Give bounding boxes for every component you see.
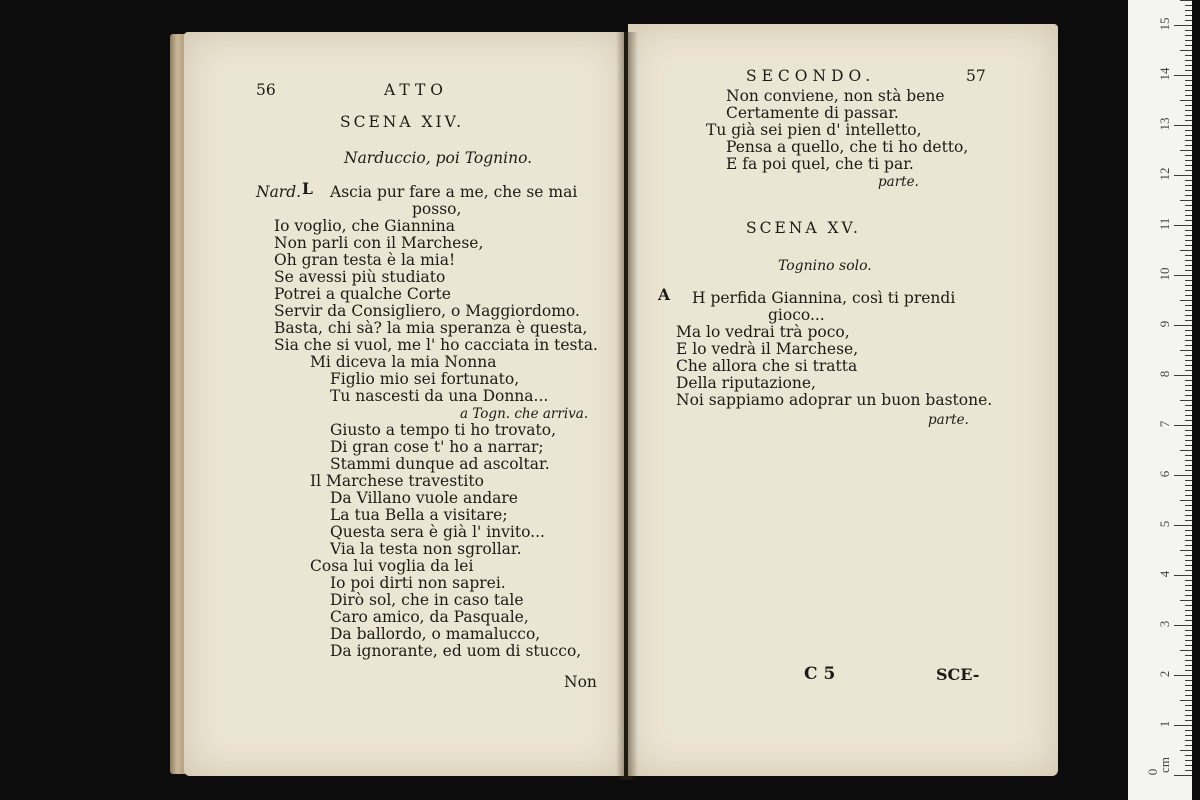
ruler-tick (1185, 210, 1192, 211)
stage-direction-exit: parte. (928, 412, 969, 428)
ruler-tick (1185, 405, 1192, 406)
ruler-tick (1185, 360, 1192, 361)
ruler-number: 9 (1157, 320, 1172, 328)
ruler-tick (1185, 460, 1192, 461)
ruler-tick (1185, 590, 1192, 591)
ruler-tick (1174, 425, 1192, 426)
ruler-tick (1185, 555, 1192, 556)
ruler-tick (1185, 745, 1192, 746)
ruler-tick (1185, 185, 1192, 186)
ruler-tick (1185, 255, 1192, 256)
ruler-tick (1185, 640, 1192, 641)
ruler-tick (1185, 645, 1192, 646)
ruler-tick (1185, 705, 1192, 706)
ruler-tick (1185, 770, 1192, 771)
ruler-tick (1185, 495, 1192, 496)
verse-line: E lo vedrà il Marchese, (676, 340, 859, 358)
verse-line: Questa sera è già l' invito... (330, 523, 545, 541)
verse-line: Non conviene, non stà bene (726, 87, 945, 105)
verse-line: Oh gran testa è la mia! (274, 251, 456, 269)
verse-line: Noi sappiamo adoprar un buon bastone. (676, 391, 993, 409)
ruler-tick (1180, 400, 1192, 401)
ruler-tick (1185, 15, 1192, 16)
ruler-tick (1174, 775, 1192, 776)
ruler-tick (1185, 135, 1192, 136)
verse-line: gioco... (768, 306, 825, 324)
ruler-number: 15 (1157, 17, 1172, 31)
ruler-tick (1185, 455, 1192, 456)
ruler-number: 7 (1157, 420, 1172, 428)
ruler-tick (1185, 755, 1192, 756)
catchword-right: SCE- (936, 665, 980, 684)
ruler-tick (1185, 310, 1192, 311)
ruler-tick (1185, 145, 1192, 146)
ruler-number: 0 (1145, 768, 1160, 776)
ruler-tick (1185, 340, 1192, 341)
ruler-tick (1185, 60, 1192, 61)
ruler-number: 5 (1157, 520, 1172, 528)
ruler-tick (1185, 435, 1192, 436)
ruler-tick (1174, 125, 1192, 126)
ruler-tick (1185, 35, 1192, 36)
ruler-tick (1185, 165, 1192, 166)
verse-line: H perfida Giannina, così ti prendi (692, 289, 956, 307)
ruler-tick (1185, 515, 1192, 516)
ruler-tick (1185, 290, 1192, 291)
ruler-tick (1185, 615, 1192, 616)
ruler-tick (1185, 695, 1192, 696)
verse-line: Via la testa non sgrollar. (330, 540, 522, 558)
ruler-tick (1185, 70, 1192, 71)
ruler-tick (1185, 110, 1192, 111)
ruler-tick (1185, 160, 1192, 161)
ruler-tick (1180, 200, 1192, 201)
ruler-tick (1185, 440, 1192, 441)
verse-line: Della riputazione, (676, 374, 816, 392)
ruler-tick (1185, 605, 1192, 606)
verse-line: Da ballordo, o mamalucco, (330, 625, 541, 643)
ruler-tick (1185, 490, 1192, 491)
ruler-tick (1185, 270, 1192, 271)
character-list-left: Narduccio, poi Tognino. (344, 149, 533, 167)
verse-line: Dirò sol, che in caso tale (330, 591, 524, 609)
ruler-tick (1185, 280, 1192, 281)
ruler-tick (1185, 305, 1192, 306)
verse-line: Mi diceva la mia Nonna (310, 353, 497, 371)
ruler-tick (1185, 380, 1192, 381)
ruler-tick (1185, 530, 1192, 531)
ruler-tick (1180, 600, 1192, 601)
ruler-number: 8 (1157, 370, 1172, 378)
ruler-number: 4 (1157, 570, 1172, 578)
verse-line: Giusto a tempo ti ho trovato, (330, 421, 557, 439)
ruler-tick (1185, 90, 1192, 91)
verse-line: E fa poi quel, che ti par. (726, 155, 914, 173)
ruler-tick (1174, 575, 1192, 576)
character-list-right: Tognino solo. (778, 258, 872, 274)
ruler-tick (1174, 475, 1192, 476)
ruler-tick (1185, 465, 1192, 466)
ruler-tick (1185, 760, 1192, 761)
ruler-tick (1185, 80, 1192, 81)
ruler-tick (1185, 115, 1192, 116)
verse-line: Di gran cose t' ho a narrar; (330, 438, 544, 456)
ruler-tick (1174, 275, 1192, 276)
ruler-tick (1185, 335, 1192, 336)
ruler-tick (1174, 725, 1192, 726)
verse-line: Da ignorante, ed uom di stucco, (330, 642, 582, 660)
ruler-tick (1185, 385, 1192, 386)
verse-line: Ascia pur fare a me, che se mai (330, 183, 578, 201)
ruler-tick (1180, 650, 1192, 651)
ruler-tick (1185, 395, 1192, 396)
ruler-tick (1185, 565, 1192, 566)
ruler-tick (1185, 345, 1192, 346)
ruler-tick (1185, 635, 1192, 636)
ruler-tick (1185, 665, 1192, 666)
ruler-tick (1174, 325, 1192, 326)
verse-line: Tu già sei pien d' intelletto, (706, 121, 922, 139)
ruler-tick (1185, 265, 1192, 266)
ruler-tick (1185, 365, 1192, 366)
ruler-tick (1185, 585, 1192, 586)
ruler-tick (1185, 445, 1192, 446)
ruler-tick (1185, 370, 1192, 371)
ruler-tick (1185, 355, 1192, 356)
ruler-tick (1185, 710, 1192, 711)
ruler-tick (1185, 240, 1192, 241)
ruler-tick (1185, 330, 1192, 331)
verse-line: Da Villano vuole andare (330, 489, 518, 507)
ruler-tick (1185, 40, 1192, 41)
ruler-tick (1185, 765, 1192, 766)
ruler-tick (1185, 10, 1192, 11)
ruler-tick (1185, 520, 1192, 521)
ruler-tick (1174, 75, 1192, 76)
ruler-tick (1185, 560, 1192, 561)
ruler-tick (1185, 230, 1192, 231)
book-gutter (616, 32, 638, 780)
ruler-tick (1185, 105, 1192, 106)
ruler-tick (1174, 225, 1192, 226)
ruler-tick (1185, 20, 1192, 21)
ruler-tick (1180, 300, 1192, 301)
ruler-tick (1185, 285, 1192, 286)
ruler-tick (1185, 415, 1192, 416)
drop-cap-right: A (658, 285, 671, 304)
ruler-tick (1185, 720, 1192, 721)
ruler-number: 2 (1157, 670, 1172, 678)
ruler-tick (1185, 540, 1192, 541)
ruler-tick (1185, 140, 1192, 141)
ruler-tick (1185, 390, 1192, 391)
ruler-tick (1185, 510, 1192, 511)
verse-line: La tua Bella a visitare; (330, 506, 508, 524)
page-number-right: 57 (966, 67, 986, 85)
ruler-unit-label: cm (1157, 757, 1172, 773)
ruler-tick (1180, 50, 1192, 51)
ruler-tick (1185, 155, 1192, 156)
catchword-left: Non (564, 673, 597, 691)
ruler-number: 12 (1157, 167, 1172, 181)
verse-line: Il Marchese travestito (310, 472, 484, 490)
ruler-tick (1185, 180, 1192, 181)
ruler-tick (1185, 690, 1192, 691)
ruler-tick (1185, 570, 1192, 571)
ruler-tick (1185, 65, 1192, 66)
ruler-tick (1185, 685, 1192, 686)
ruler-tick (1185, 45, 1192, 46)
running-head-left: ATTO (384, 81, 449, 99)
ruler-tick (1180, 250, 1192, 251)
ruler-tick (1185, 95, 1192, 96)
ruler-tick (1185, 320, 1192, 321)
ruler-number: 1 (1157, 720, 1172, 728)
ruler-tick (1185, 660, 1192, 661)
verse-line: Pensa a quello, che ti ho detto, (726, 138, 969, 156)
ruler-tick (1180, 0, 1192, 1)
right-page (628, 24, 1058, 776)
ruler-tick (1185, 295, 1192, 296)
verse-line: posso, (412, 200, 462, 218)
stage-direction-exit: parte. (878, 174, 919, 190)
ruler-tick (1180, 100, 1192, 101)
ruler-tick (1185, 545, 1192, 546)
verse-line: Ma lo vedrai trà poco, (676, 323, 850, 341)
verse-line: Servir da Consigliero, o Maggiordomo. (274, 302, 580, 320)
ruler-tick (1185, 130, 1192, 131)
verse-line: Figlio mio sei fortunato, (330, 370, 520, 388)
ruler-tick (1185, 5, 1192, 6)
ruler-tick (1185, 740, 1192, 741)
ruler-number: 10 (1157, 267, 1172, 281)
verse-line: Non parli con il Marchese, (274, 234, 484, 252)
ruler-tick (1185, 580, 1192, 581)
verse-line: Stammi dunque ad ascoltar. (330, 455, 550, 473)
scene-title-right: SCENA XV. (746, 219, 861, 237)
ruler-tick (1185, 610, 1192, 611)
ruler-tick (1185, 55, 1192, 56)
ruler-tick (1180, 150, 1192, 151)
ruler-tick (1185, 260, 1192, 261)
drop-cap-left: L (302, 179, 313, 198)
verse-line: Basta, chi sà? la mia speranza è questa, (274, 319, 588, 337)
ruler-tick (1185, 420, 1192, 421)
running-head-right: SECONDO. (746, 67, 876, 85)
scene-title-left: SCENA XIV. (340, 113, 465, 131)
ruler-tick (1185, 410, 1192, 411)
ruler-tick (1185, 470, 1192, 471)
verse-line: Tu nascesti da una Donna... (330, 387, 549, 405)
ruler-tick (1185, 670, 1192, 671)
ruler-tick (1185, 205, 1192, 206)
ruler-tick (1185, 190, 1192, 191)
ruler-tick (1185, 480, 1192, 481)
ruler-tick (1174, 525, 1192, 526)
ruler-number: 3 (1157, 620, 1172, 628)
page-number-left: 56 (256, 81, 276, 99)
ruler-tick (1174, 625, 1192, 626)
ruler-tick (1185, 730, 1192, 731)
ruler-tick (1185, 505, 1192, 506)
ruler-number: 6 (1157, 470, 1172, 478)
ruler-tick (1185, 595, 1192, 596)
stage-direction: a Togn. che arriva. (460, 406, 589, 422)
ruler-number: 14 (1157, 67, 1172, 81)
ruler-tick (1174, 375, 1192, 376)
ruler-tick (1185, 245, 1192, 246)
ruler-tick (1185, 215, 1192, 216)
ruler-tick (1185, 535, 1192, 536)
ruler-tick (1185, 430, 1192, 431)
verse-line: Certamente di passar. (726, 104, 899, 122)
ruler-tick (1185, 735, 1192, 736)
ruler-tick (1180, 550, 1192, 551)
open-book (168, 24, 1068, 780)
ruler-tick (1185, 220, 1192, 221)
ruler-tick (1174, 175, 1192, 176)
verse-line: Io poi dirti non saprei. (330, 574, 506, 592)
ruler-tick (1185, 485, 1192, 486)
ruler-number: 11 (1157, 217, 1172, 231)
ruler-tick (1174, 675, 1192, 676)
verse-line: Potrei a qualche Corte (274, 285, 451, 303)
ruler-tick (1185, 620, 1192, 621)
measurement-ruler (1128, 0, 1192, 800)
ruler-tick (1185, 630, 1192, 631)
ruler-tick (1185, 715, 1192, 716)
left-page (184, 32, 624, 776)
ruler-number: 13 (1157, 117, 1172, 131)
ruler-tick (1185, 315, 1192, 316)
ruler-tick (1180, 500, 1192, 501)
ruler-tick (1185, 30, 1192, 31)
ruler-tick (1174, 25, 1192, 26)
ruler-tick (1185, 655, 1192, 656)
ruler-tick (1180, 750, 1192, 751)
signature-mark: C 5 (804, 664, 836, 684)
ruler-tick (1185, 235, 1192, 236)
ruler-tick (1180, 350, 1192, 351)
ruler-tick (1185, 120, 1192, 121)
ruler-tick (1180, 450, 1192, 451)
ruler-tick (1180, 700, 1192, 701)
ruler-tick (1185, 680, 1192, 681)
verse-line: Se avessi più studiato (274, 268, 446, 286)
verse-line: Che allora che si tratta (676, 357, 858, 375)
ruler-tick (1185, 85, 1192, 86)
ruler-tick (1185, 195, 1192, 196)
verse-line: Io voglio, che Giannina (274, 217, 455, 235)
speaker-label: Nard. (256, 183, 302, 201)
verse-line: Cosa lui voglia da lei (310, 557, 474, 575)
ruler-tick (1185, 170, 1192, 171)
verse-line: Caro amico, da Pasquale, (330, 608, 529, 626)
verse-line: Sia che si vuol, me l' ho cacciata in testa. (274, 336, 598, 354)
